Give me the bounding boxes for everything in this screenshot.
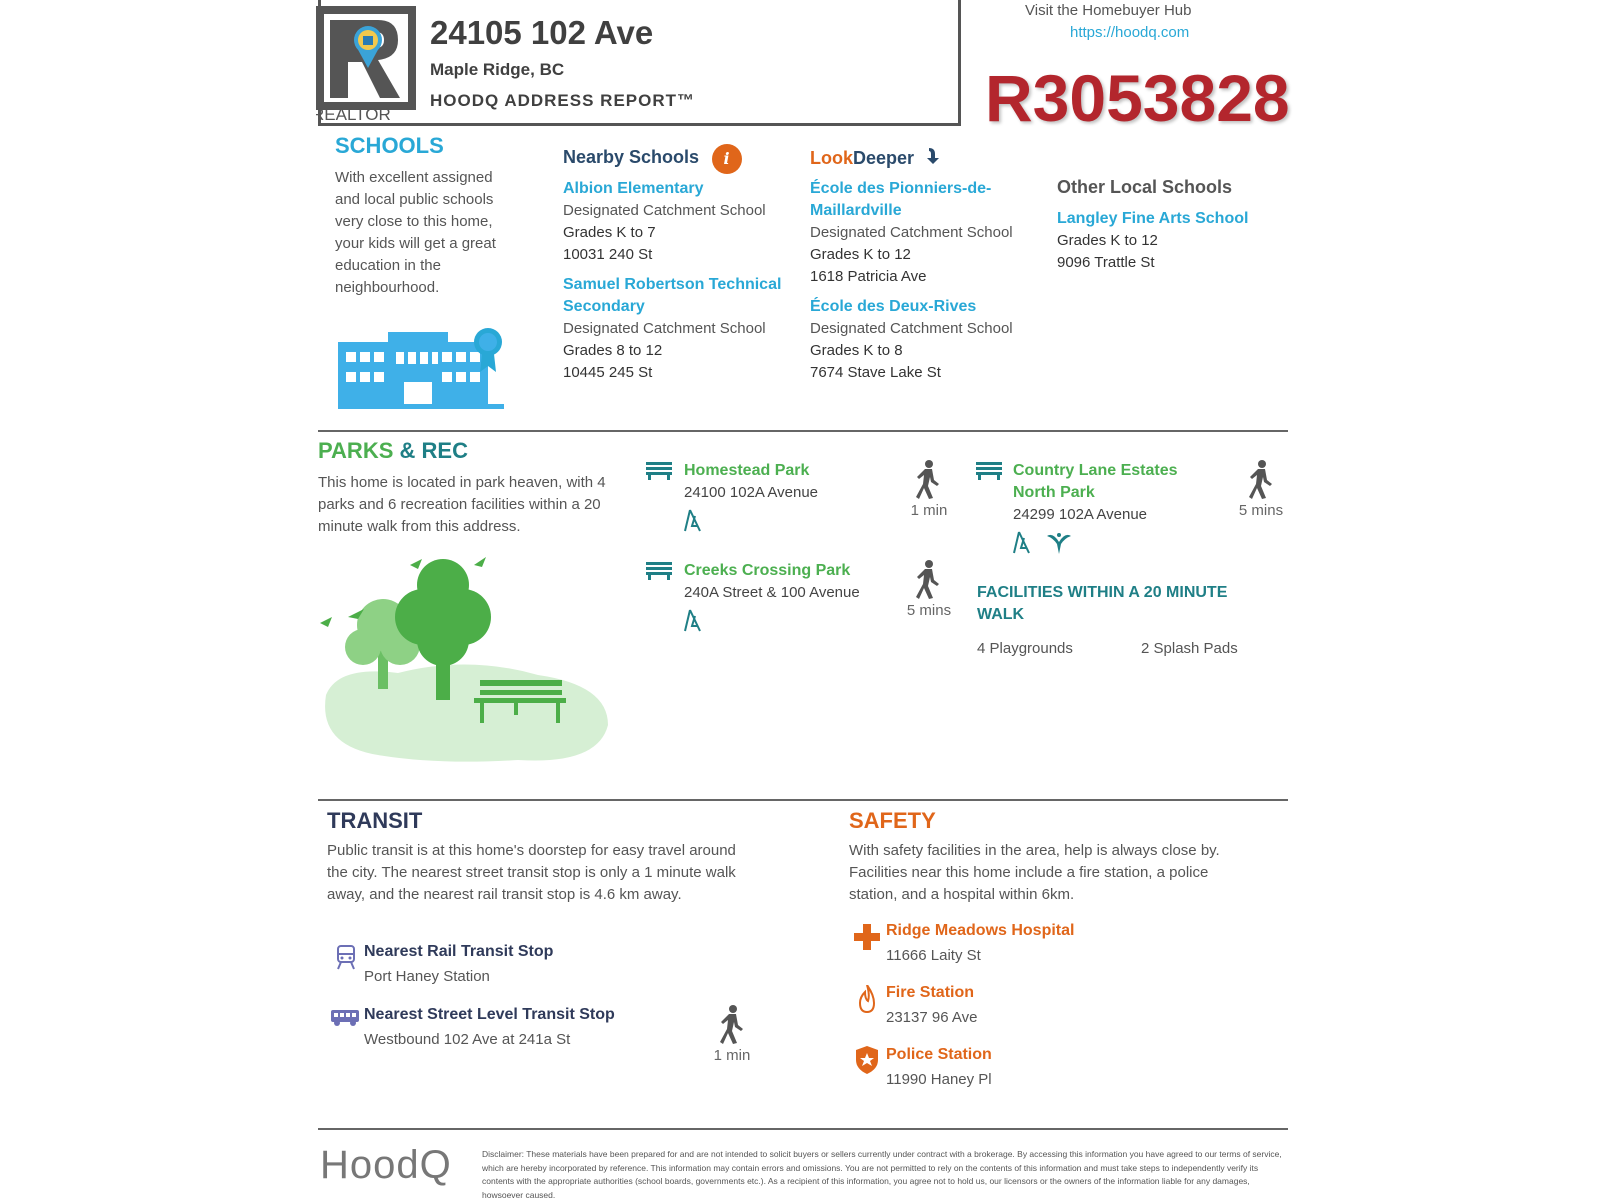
school-type: Designated Catchment School	[563, 320, 766, 337]
walk-time: 1 min	[713, 1047, 751, 1064]
parks-heading-b: & REC	[399, 438, 468, 463]
park-name[interactable]: Country Lane Estates North Park	[1013, 462, 1178, 501]
school-name[interactable]: Albion Elementary	[563, 180, 704, 197]
school-grades: Grades K to 7	[563, 224, 656, 241]
bench-icon	[646, 562, 672, 585]
safety-address: 11990 Haney Pl	[886, 1071, 992, 1088]
lookdeeper-school-list	[810, 178, 1040, 384]
school-item	[563, 178, 803, 266]
realtor-text: REALTOR	[316, 105, 391, 122]
park-item	[684, 560, 904, 637]
lookdeeper-look: Look	[810, 148, 853, 168]
school-type: Designated Catchment School	[563, 202, 766, 219]
school-grades: Grades K to 8	[810, 342, 903, 359]
school-address: 10445 245 St	[563, 364, 653, 381]
facility-splash-pads: 2 Splash Pads	[1141, 640, 1238, 657]
safety-heading: SAFETY	[849, 808, 936, 833]
school-name[interactable]: École des Deux-Rives	[810, 298, 977, 315]
school-name[interactable]: École des Pionniers-de-Maillardville	[810, 180, 992, 219]
walk-time: 5 mins	[906, 602, 952, 619]
school-address: 7674 Stave Lake St	[810, 364, 941, 381]
walk-icon	[915, 460, 941, 505]
safety-address: 11666 Laity St	[886, 947, 981, 964]
realtor-logo	[316, 6, 416, 122]
safety-name[interactable]: Fire Station	[886, 984, 975, 1001]
divider	[318, 799, 1288, 801]
report-label: HOODQ ADDRESS REPORT™	[430, 91, 696, 110]
lookdeeper-deeper: Deeper	[853, 148, 915, 168]
hospital-icon	[854, 924, 880, 955]
walk-icon	[719, 1005, 745, 1050]
park-name[interactable]: Homestead Park	[684, 462, 810, 479]
safety-address: 23137 96 Ave	[886, 1009, 978, 1026]
transit-description: Public transit is at this home's doorstep for easy travel around the city. The nearest street transit stop is only a 1 minute walk away, and the nearest rail transit stop is 4.6 km away.	[327, 842, 736, 903]
safety-name[interactable]: Police Station	[886, 1046, 992, 1063]
school-grades: Grades 8 to 12	[563, 342, 663, 359]
school-grades: Grades K to 12	[1057, 232, 1158, 249]
school-item	[563, 274, 803, 384]
school-item	[810, 296, 1040, 384]
school-grades: Grades K to 12	[810, 246, 911, 263]
school-building-icon	[338, 328, 508, 415]
street-stop-value[interactable]: Westbound 102 Ave at 241a St	[364, 1031, 571, 1048]
facilities-heading: FACILITIES WITHIN A 20 MINUTE WALK	[977, 584, 1228, 623]
parks-heading	[318, 438, 468, 464]
parks-heading-a: PARKS	[318, 438, 394, 463]
bench-icon	[646, 462, 672, 485]
train-icon	[336, 944, 356, 975]
safety-name[interactable]: Ridge Meadows Hospital	[886, 922, 1075, 939]
walk-icon	[1248, 460, 1274, 505]
nearby-school-list	[563, 178, 803, 384]
park-illustration	[318, 555, 618, 780]
nearby-schools-header	[563, 144, 742, 174]
walk-time: 1 min	[910, 502, 948, 519]
school-type: Designated Catchment School	[810, 320, 1013, 337]
address-city: Maple Ridge, BC	[430, 60, 565, 79]
playground-icon	[684, 508, 706, 537]
lookdeeper-heading	[810, 146, 941, 169]
info-icon[interactable]: i	[712, 144, 742, 174]
park-address: 24100 102A Avenue	[684, 484, 819, 501]
school-name[interactable]: Samuel Robertson Technical Secondary	[563, 276, 782, 315]
hub-link[interactable]: https://hoodq.com	[1070, 24, 1190, 41]
schools-heading: SCHOOLS	[335, 133, 444, 158]
school-name[interactable]: Langley Fine Arts School	[1057, 210, 1249, 227]
other-school-list	[1057, 208, 1277, 274]
rail-stop-value[interactable]: Port Haney Station	[364, 968, 490, 985]
playground-icon	[684, 608, 706, 637]
disclaimer: Disclaimer: These materials have been prepared for and are not intended to solicit buyers or sellers currently under contract with a brokerage. By accessing this information you have agreed to our terms of service, which are hereby incorporated by reference. This information may contain errors and omissions. You are not permitted to rely on the contents of this information and must take steps to independently verify its contents with the appropriate authorities (school boards, governments etc.). As a recipient of this information, you agree not to hold us, our licensors or the owners of the information liable for any damages, howsoever caused.	[482, 1149, 1282, 1200]
address-title: 24105 102 Ave	[430, 14, 654, 51]
hub-text: Visit the Homebuyer Hub	[1025, 2, 1192, 19]
fire-icon	[858, 985, 876, 1018]
transit-heading: TRANSIT	[327, 808, 423, 833]
school-address: 1618 Patricia Ave	[810, 268, 927, 285]
school-item	[810, 178, 1040, 288]
nearby-schools-heading: Nearby Schools	[563, 147, 700, 168]
parks-description: This home is located in park heaven, with 4 parks and 6 recreation facilities within a 20 minute walk from this address.	[318, 474, 606, 535]
divider	[318, 1128, 1288, 1130]
other-schools-heading: Other Local Schools	[1057, 177, 1233, 197]
park-item	[684, 460, 884, 537]
safety-description: With safety facilities in the area, help is always close by. Facilities near this home include a fire station, a police station, and a hospital within 6km.	[849, 842, 1220, 903]
police-badge-icon	[856, 1046, 878, 1079]
walk-icon	[915, 560, 941, 605]
bench-icon	[976, 462, 1002, 485]
divider	[318, 430, 1288, 432]
park-name[interactable]: Creeks Crossing Park	[684, 562, 851, 579]
park-address: 24299 102A Avenue	[1013, 506, 1148, 523]
facility-playgrounds: 4 Playgrounds	[977, 640, 1073, 657]
arrow-down-icon	[925, 146, 941, 169]
mls-number: R3053828	[985, 61, 1290, 135]
park-address: 240A Street & 100 Avenue	[684, 584, 860, 601]
hoodq-logo: HoodQ	[320, 1143, 452, 1187]
rail-stop-label: Nearest Rail Transit Stop	[364, 943, 554, 960]
schools-description: With excellent assigned and local public schools very close to this home, your kids will get a great education in the neighbourhood.	[335, 169, 496, 296]
splash-pad-icon	[1045, 530, 1073, 559]
school-type: Designated Catchment School	[810, 224, 1013, 241]
park-item	[1013, 460, 1213, 559]
school-address: 9096 Trattle St	[1057, 254, 1155, 271]
street-stop-label: Nearest Street Level Transit Stop	[364, 1006, 615, 1023]
bus-icon	[331, 1010, 359, 1031]
playground-icon	[1013, 530, 1035, 559]
walk-time: 5 mins	[1238, 502, 1284, 519]
school-address: 10031 240 St	[563, 246, 653, 263]
